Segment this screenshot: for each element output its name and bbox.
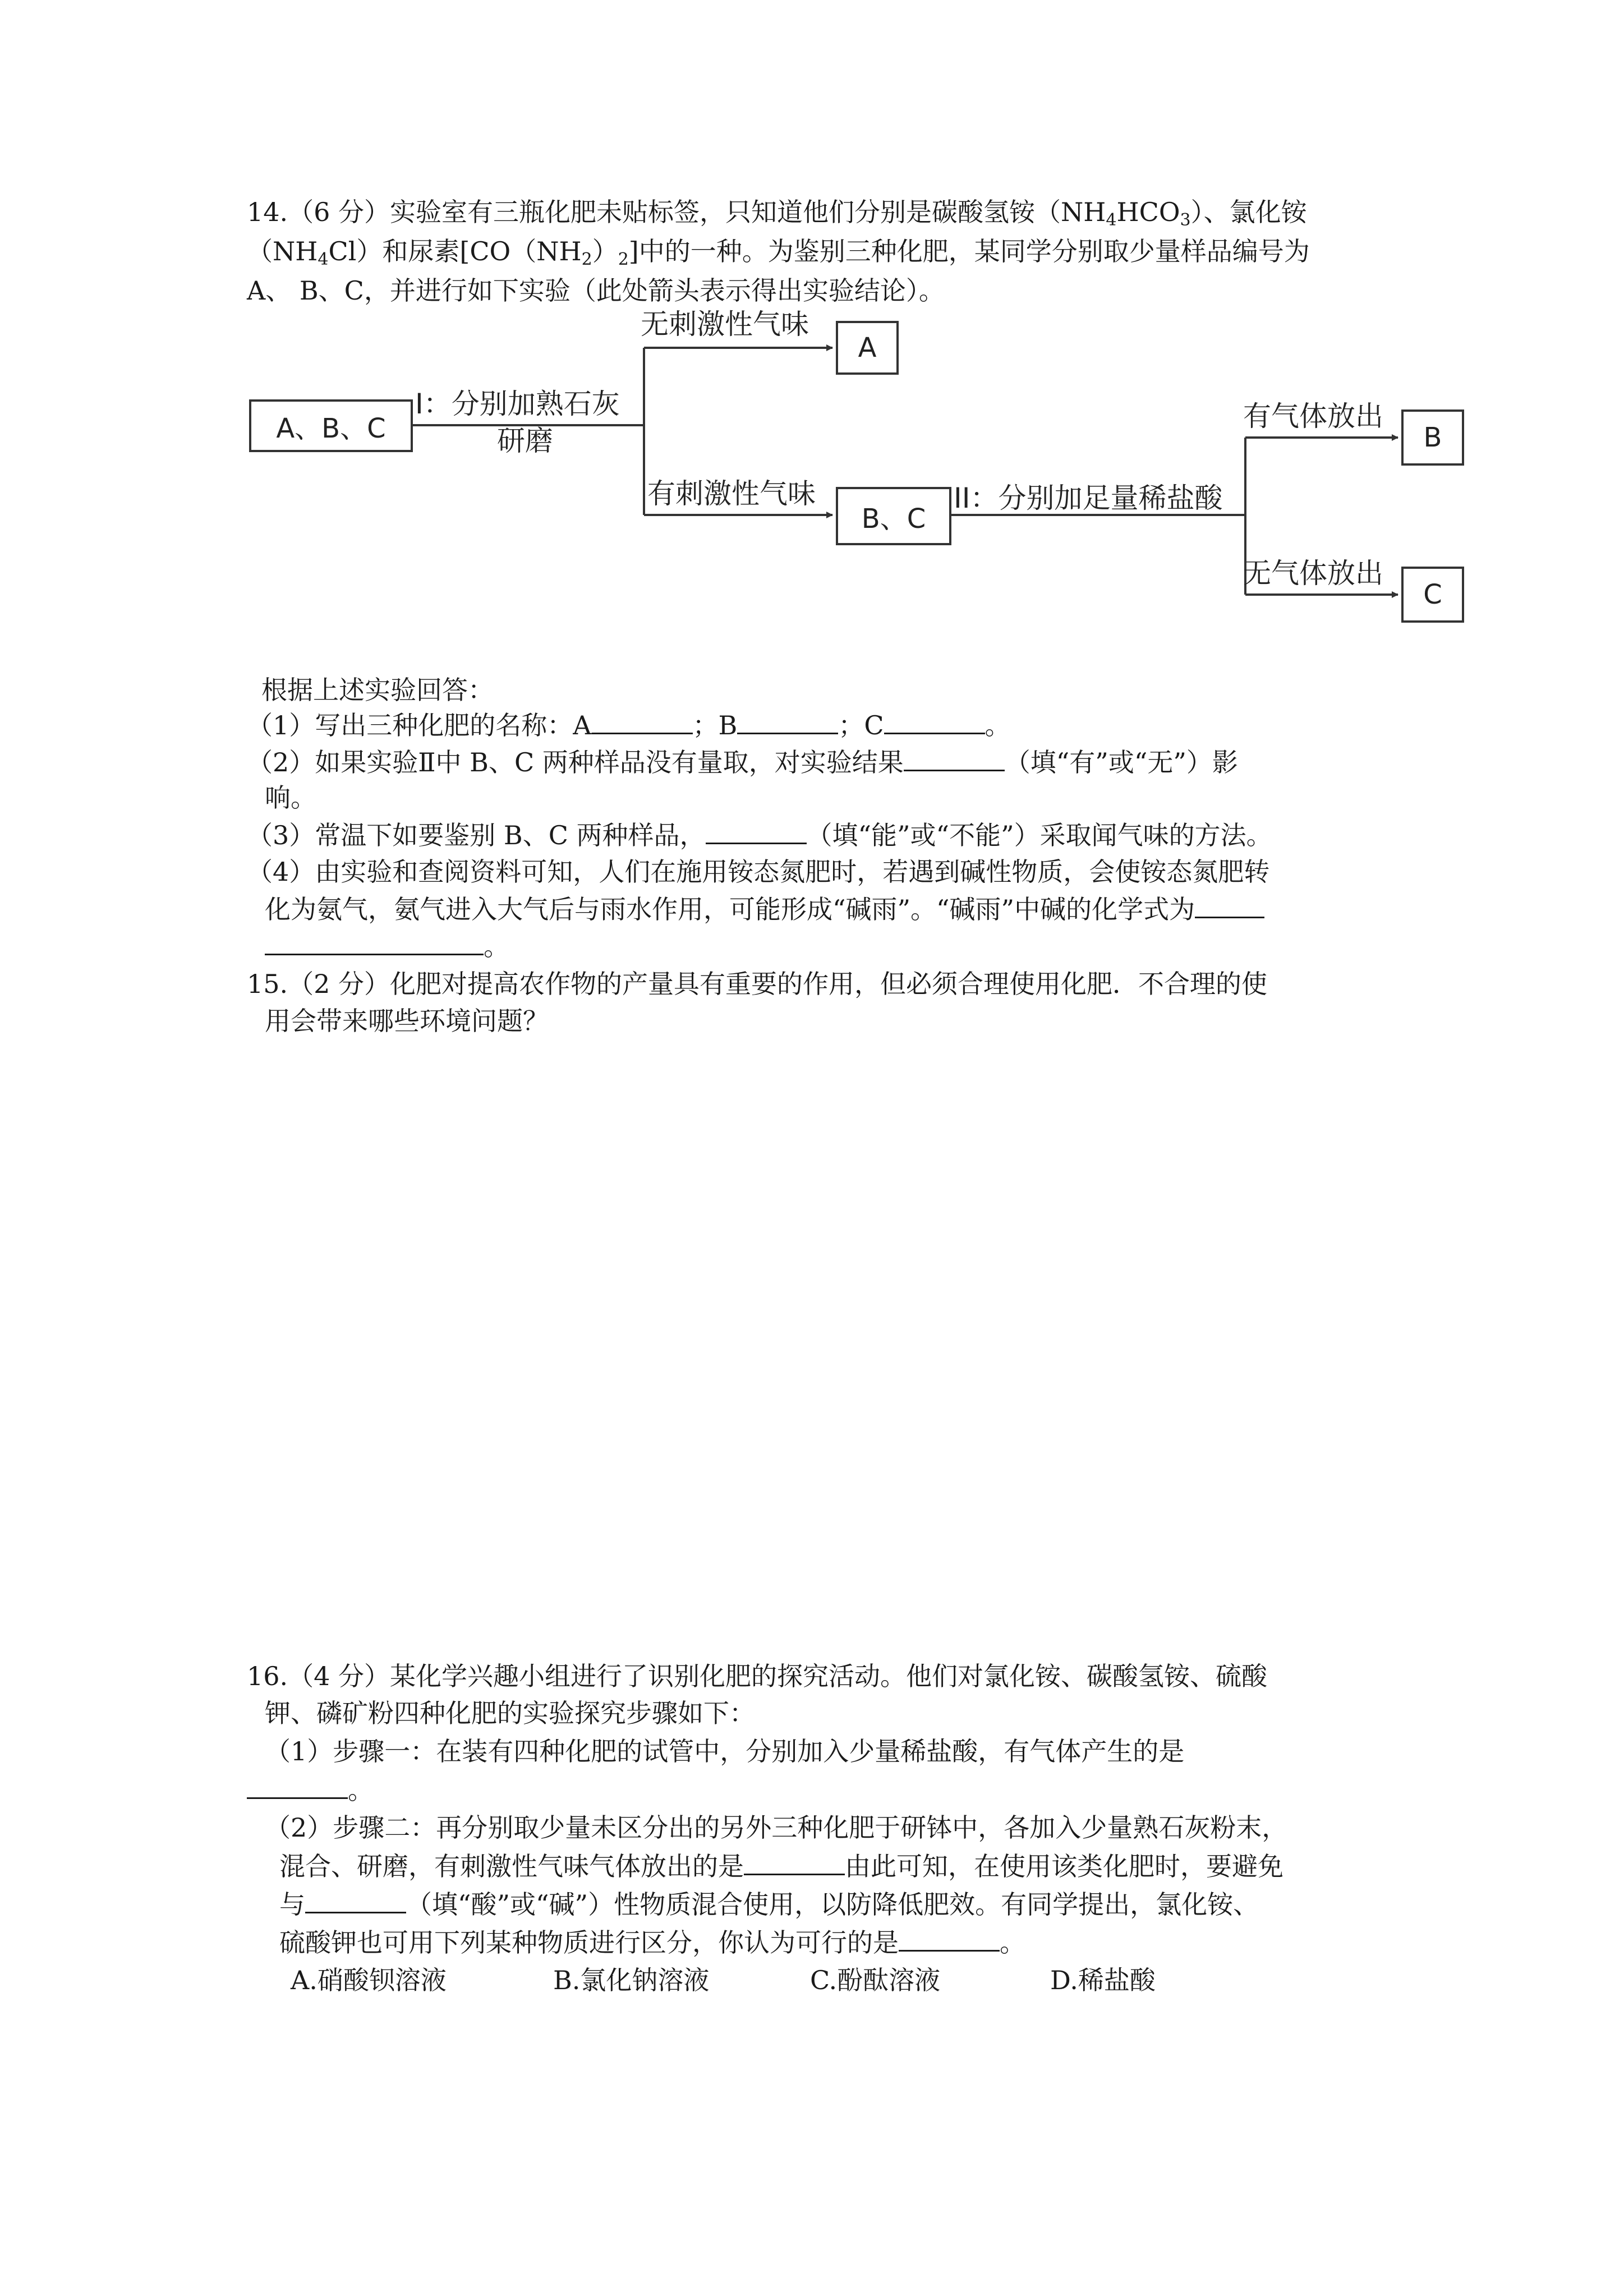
q14-line-2: $(NH_4Cl)$和尿素$[CO(NH_2)_2]$中的一种。为鉴别三种化肥，某同学分别取少量样品编号为: [247, 236, 1310, 269]
answer-blank-s2-a[interactable]: [744, 1849, 845, 1875]
q14-part-3: （3）常温下如要鉴别 B、C 两种样品， （填“能”或“不能”）采取闻气味的方法。: [247, 818, 1272, 852]
q14-line-1: 14.（6 分）实验室有三瓶化肥未贴标签，只知道他们分别是碳酸氢铵$(NH_4HCO_3)$、氯化铵: [247, 197, 1307, 230]
branch-c-label: 无气体放出: [1243, 557, 1383, 590]
box-a: A: [836, 321, 899, 375]
box-bc: B、C: [836, 487, 951, 545]
q14-part-1: （1）写出三种化肥的名称：A ；B ；C 。: [247, 708, 1011, 742]
q14-part-4: （4）由实验和查阅资料可知，人们在施用铵态氮肥时，若遇到碱性物质，会使铵态氮肥转: [247, 857, 1270, 887]
step1-sub-label: 研磨: [497, 425, 553, 457]
q15-line-1: 15.（2 分）化肥对提高农作物的产量具有重要的作用，但必须合理使用化肥．不合理的使: [247, 969, 1268, 999]
q14-part-4-end: 。: [265, 929, 509, 963]
q14-part-2: （2）如果实验Ⅱ中 B、C 两种样品没有量取，对实验结果 （填“有”或“无”）影: [247, 745, 1238, 779]
option-c[interactable]: C.酚酞溶液: [810, 1965, 941, 1995]
answer-blank-p4-a[interactable]: [1195, 892, 1264, 918]
box-c: C: [1401, 567, 1464, 623]
q16-step-2-cont-3: 硫酸钾也可用下列某种物质进行区分，你认为可行的是 。: [279, 1925, 1025, 1959]
option-b[interactable]: B.氯化钠溶液: [553, 1965, 710, 1995]
experiment-flow-diagram: [247, 303, 1492, 651]
option-d[interactable]: D.稀盐酸: [1050, 1965, 1156, 1995]
box-abc: A、B、C: [249, 399, 413, 452]
answer-blank-s2-c[interactable]: [899, 1925, 1000, 1952]
q16-line-1: 16.（4 分）某化学兴趣小组进行了识别化肥的探究活动。他们对氯化铵、碳酸氢铵、硫酸: [247, 1661, 1268, 1691]
answer-blank-b[interactable]: [737, 708, 838, 734]
q16-line-2: 钾、磷矿粉四种化肥的实验探究步骤如下：: [265, 1698, 755, 1728]
answer-blank-s1[interactable]: [247, 1773, 348, 1799]
option-a[interactable]: A.硝酸钡溶液: [291, 1965, 447, 1995]
q14-part-2-cont: 响。: [265, 783, 316, 813]
q16-step-1: （1）步骤一：在装有四种化肥的试管中，分别加入少量稀盐酸，有气体产生的是: [265, 1736, 1185, 1766]
answer-blank-c[interactable]: [884, 708, 985, 734]
q16-step-2: （2）步骤二：再分别取少量未区分出的另外三种化肥于研钵中，各加入少量熟石灰粉末，: [265, 1812, 1288, 1843]
box-b: B: [1401, 409, 1464, 466]
branch-down-label: 有刺激性气味: [647, 477, 816, 510]
q16-step-1-end: 。: [247, 1773, 374, 1807]
q14-intro: 根据上述实验回答：: [261, 675, 494, 705]
step1-label: I：分别加熟石灰: [415, 388, 620, 420]
q15-line-2: 用会带来哪些环境问题？: [265, 1006, 549, 1036]
q14-line-3: A、 B、C，并进行如下实验（此处箭头表示得出实验结论）。: [247, 275, 945, 306]
answer-blank-s2-b[interactable]: [305, 1887, 406, 1913]
answer-blank-a[interactable]: [592, 708, 693, 734]
answer-blank-p2[interactable]: [904, 745, 1005, 771]
answer-blank-p4-b[interactable]: [265, 929, 484, 955]
q16-step-2-cont-1: 混合、研磨，有刺激性气味气体放出的是 由此可知，在使用该类化肥时，要避免: [279, 1849, 1283, 1883]
branch-b-label: 有气体放出: [1243, 400, 1383, 432]
branch-up-label: 无刺激性气味: [641, 308, 809, 341]
q14-part-4-cont: 化为氨气，氨气进入大气后与雨水作用，可能形成“碱雨”。“碱雨”中碱的化学式为: [265, 892, 1264, 926]
answer-blank-p3[interactable]: [706, 818, 807, 844]
q16-step-2-cont-2: 与 （填“酸”或“碱”）性物质混合使用，以防降低肥效。有同学提出，氯化铵、: [279, 1887, 1259, 1921]
step2-label: II：分别加足量稀盐酸: [954, 482, 1223, 514]
